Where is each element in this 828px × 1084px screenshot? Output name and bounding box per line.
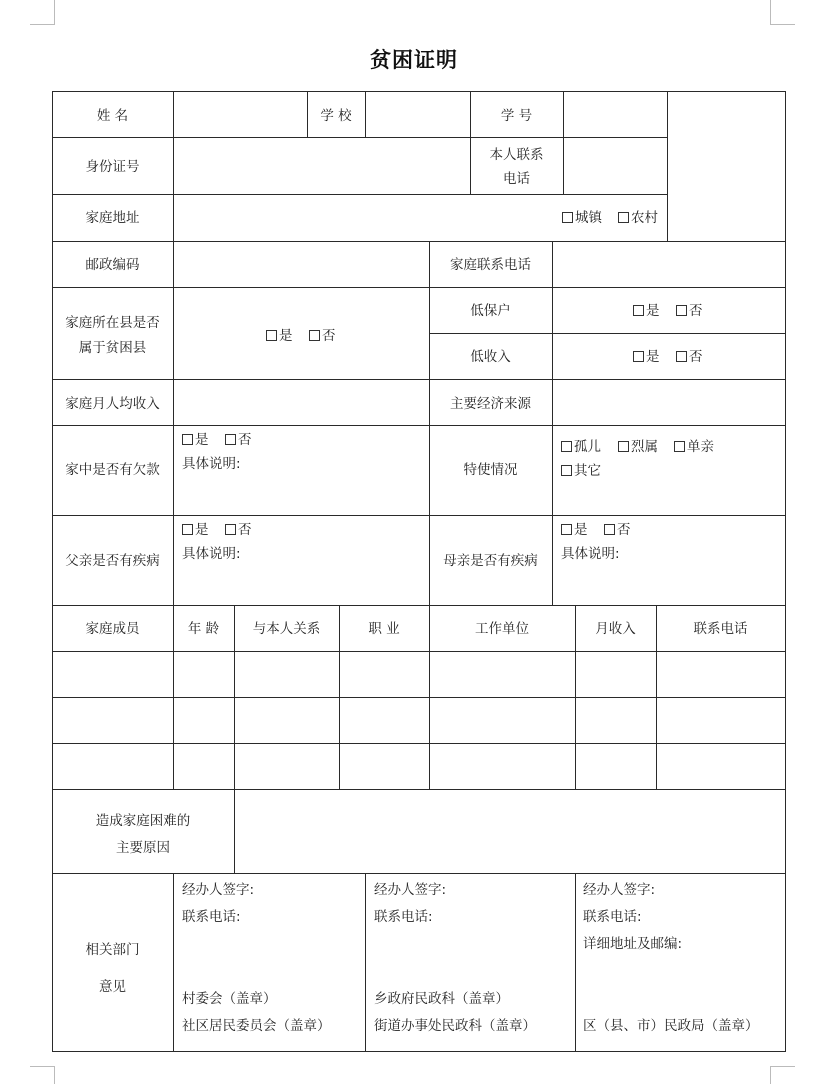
father-ill-no-checkbox[interactable] xyxy=(225,521,252,540)
contact-label-line2: 电话 xyxy=(503,171,530,187)
student-no-label: 学 号 xyxy=(500,108,533,124)
crop-mark xyxy=(30,0,55,25)
table-line xyxy=(429,241,430,605)
other-checkbox[interactable] xyxy=(561,462,601,481)
checkbox-icon xyxy=(225,434,236,445)
family-phone-label: 家庭联系电话 xyxy=(450,257,531,273)
members-header-income: 月收入 xyxy=(595,621,636,637)
address-label: 家庭地址 xyxy=(85,210,140,226)
dept-label-line2: 意见 xyxy=(99,979,126,995)
table-line xyxy=(52,789,786,790)
table-line xyxy=(52,379,786,380)
dibao-yes-checkbox[interactable] xyxy=(633,302,660,321)
single-parent-label: 单亲 xyxy=(687,439,714,455)
school-label: 学 校 xyxy=(320,108,352,124)
table-border xyxy=(52,91,53,1052)
table-line xyxy=(667,91,668,241)
crop-mark xyxy=(770,0,795,25)
poor-county-label-line1: 家庭所在县是否 xyxy=(65,315,160,331)
avg-income-label: 家庭月人均收入 xyxy=(65,396,160,412)
table-line xyxy=(552,241,553,605)
district-handler-label: 经办人签字: xyxy=(583,882,656,898)
low-income-label: 低收入 xyxy=(470,349,511,365)
checkbox-icon xyxy=(676,305,687,316)
members-header-relation: 与本人关系 xyxy=(252,621,321,637)
postal-label: 邮政编码 xyxy=(85,257,140,273)
urban-label: 城镇 xyxy=(575,210,602,226)
township-stamp-label: 乡政府民政科（盖章） xyxy=(374,991,509,1007)
orphan-label: 孤儿 xyxy=(574,439,601,455)
yes-label: 是 xyxy=(279,328,293,344)
checkbox-icon xyxy=(182,434,193,445)
table-line xyxy=(365,873,366,1051)
checkbox-icon xyxy=(674,441,685,452)
district-phone-label: 联系电话: xyxy=(583,909,642,925)
checkbox-icon xyxy=(633,351,644,362)
poverty-certificate-form xyxy=(52,91,786,1052)
no-label: 否 xyxy=(617,522,631,538)
father-detail-label: 具体说明: xyxy=(182,546,241,562)
low-income-yes-checkbox[interactable] xyxy=(633,348,660,367)
no-label: 否 xyxy=(689,303,703,319)
village-handler-label: 经办人签字: xyxy=(182,882,255,898)
special-label: 特使情况 xyxy=(463,462,518,478)
poor-county-no-checkbox[interactable] xyxy=(309,327,336,346)
table-line xyxy=(52,287,786,288)
table-line xyxy=(234,789,235,873)
checkbox-icon xyxy=(182,524,193,535)
table-line xyxy=(52,425,786,426)
yes-label: 是 xyxy=(574,522,588,538)
low-income-no-checkbox[interactable] xyxy=(676,348,703,367)
checkbox-icon xyxy=(309,330,320,341)
poor-county-label-line2: 属于贫困县 xyxy=(78,340,147,356)
table-line xyxy=(429,333,786,334)
street-stamp-label: 街道办事处民政科（盖章） xyxy=(374,1018,536,1034)
table-line xyxy=(173,873,174,1051)
martyr-checkbox[interactable] xyxy=(618,438,658,457)
page-title: 贫困证明 xyxy=(370,48,458,72)
urban-checkbox[interactable] xyxy=(562,209,602,228)
dibao-no-checkbox[interactable] xyxy=(676,302,703,321)
yes-label: 是 xyxy=(646,303,660,319)
crop-mark xyxy=(770,1066,795,1084)
table-line xyxy=(52,651,786,652)
table-border xyxy=(52,1051,786,1052)
table-line xyxy=(52,697,786,698)
mother-ill-yes-checkbox[interactable] xyxy=(561,521,588,540)
members-header-occupation: 职 业 xyxy=(368,621,400,637)
orphan-checkbox[interactable] xyxy=(561,438,601,457)
table-line xyxy=(173,91,174,789)
township-handler-label: 经办人签字: xyxy=(374,882,447,898)
id-no-label: 身份证号 xyxy=(85,159,140,175)
debt-label: 家中是否有欠款 xyxy=(65,462,160,478)
checkbox-icon xyxy=(561,465,572,476)
checkbox-icon xyxy=(225,524,236,535)
no-label: 否 xyxy=(689,349,703,365)
table-line xyxy=(563,91,564,194)
table-border xyxy=(52,91,786,92)
father-ill-label: 父亲是否有疾病 xyxy=(65,553,160,569)
reason-label-line2: 主要原因 xyxy=(116,840,170,856)
no-label: 否 xyxy=(238,432,252,448)
checkbox-icon xyxy=(561,441,572,452)
checkbox-icon xyxy=(633,305,644,316)
rural-label: 农村 xyxy=(631,210,658,226)
table-line xyxy=(52,194,667,195)
rural-checkbox[interactable] xyxy=(618,209,658,228)
checkbox-icon xyxy=(604,524,615,535)
members-header-employer: 工作单位 xyxy=(475,621,529,637)
yes-label: 是 xyxy=(646,349,660,365)
village-stamp-label: 村委会（盖章） xyxy=(182,991,277,1007)
table-line xyxy=(52,515,786,516)
table-line xyxy=(52,137,667,138)
checkbox-icon xyxy=(618,212,629,223)
community-stamp-label: 社区居民委员会（盖章） xyxy=(182,1018,331,1034)
no-label: 否 xyxy=(238,522,252,538)
table-line xyxy=(52,605,786,606)
poor-county-yes-checkbox[interactable] xyxy=(266,327,293,346)
table-line xyxy=(52,743,786,744)
members-header-age: 年 龄 xyxy=(187,621,220,637)
debt-yes-checkbox[interactable] xyxy=(182,431,209,450)
checkbox-icon xyxy=(676,351,687,362)
other-label: 其它 xyxy=(574,463,601,479)
martyr-label: 烈属 xyxy=(631,439,658,455)
township-phone-label: 联系电话: xyxy=(374,909,433,925)
name-label: 姓 名 xyxy=(96,108,129,124)
table-line xyxy=(52,241,786,242)
reason-label-line1: 造成家庭困难的 xyxy=(95,813,191,829)
table-line xyxy=(52,873,786,874)
checkbox-icon xyxy=(266,330,277,341)
yes-label: 是 xyxy=(195,522,209,538)
dept-label-line1: 相关部门 xyxy=(85,942,140,958)
crop-mark xyxy=(30,1066,55,1084)
dibao-label: 低保户 xyxy=(470,303,511,319)
single-parent-checkbox[interactable] xyxy=(674,438,714,457)
mother-detail-label: 具体说明: xyxy=(561,546,620,562)
table-border xyxy=(785,91,786,1052)
father-ill-yes-checkbox[interactable] xyxy=(182,521,209,540)
mother-ill-no-checkbox[interactable] xyxy=(604,521,631,540)
contact-label-line1: 本人联系 xyxy=(489,147,544,163)
checkbox-icon xyxy=(618,441,629,452)
yes-label: 是 xyxy=(195,432,209,448)
village-phone-label: 联系电话: xyxy=(182,909,241,925)
district-stamp-label: 区（县、市）民政局（盖章） xyxy=(583,1018,759,1034)
debt-detail-label: 具体说明: xyxy=(182,456,241,472)
checkbox-icon xyxy=(562,212,573,223)
mother-ill-label: 母亲是否有疾病 xyxy=(443,553,538,569)
members-header-member: 家庭成员 xyxy=(85,621,140,637)
members-header-phone: 联系电话 xyxy=(693,621,748,637)
econ-source-label: 主要经济来源 xyxy=(450,396,531,412)
district-address-label: 详细地址及邮编: xyxy=(583,936,683,952)
checkbox-icon xyxy=(561,524,572,535)
debt-no-checkbox[interactable] xyxy=(225,431,252,450)
table-line xyxy=(365,91,366,137)
table-line xyxy=(575,873,576,1051)
no-label: 否 xyxy=(322,328,336,344)
